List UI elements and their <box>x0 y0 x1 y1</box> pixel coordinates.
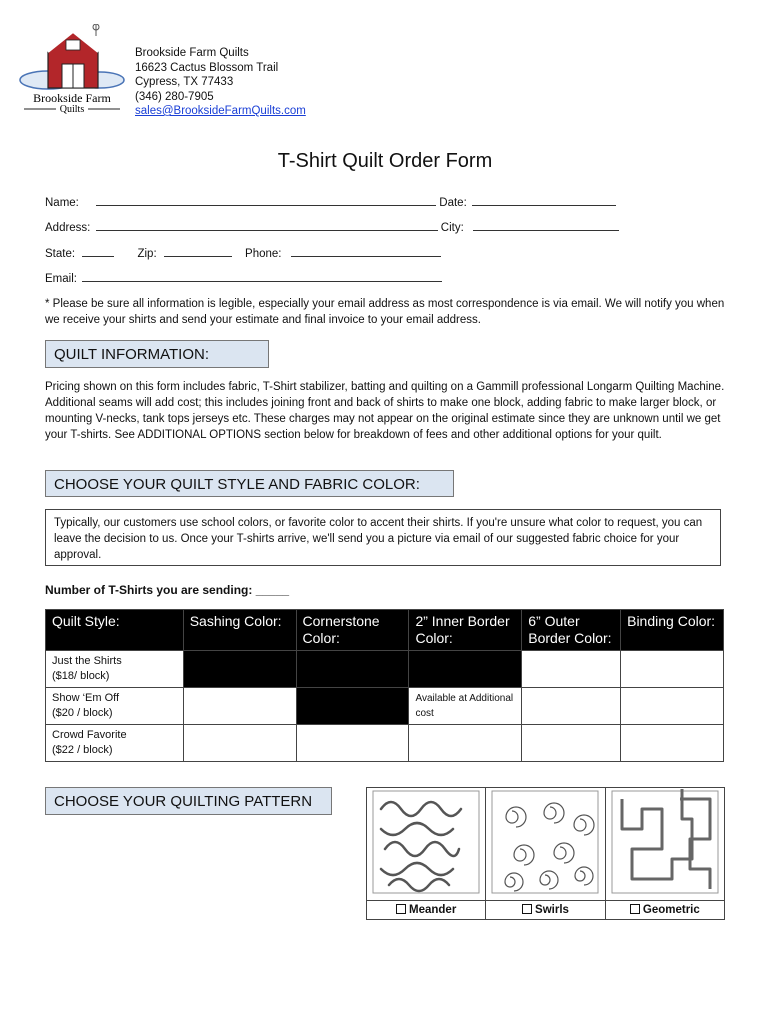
email-label: Email: <box>45 273 77 285</box>
swirls-checkbox[interactable] <box>522 904 532 914</box>
logo-text-bottom: Quilts <box>59 104 85 114</box>
header-quilt-style: Quilt Style: <box>46 610 184 651</box>
style-show-em-off[interactable] <box>46 688 184 725</box>
date-label: Date: <box>439 197 467 209</box>
swirls-pattern-icon <box>490 789 600 895</box>
header-outer-border-color: 6” Outer Border Color: <box>522 610 621 651</box>
table-header-row <box>46 610 724 651</box>
quilt-info-text: Pricing shown on this form includes fabric, T-Shirt stabilizer, batting and quilting on a Gammill professional Longarm Quilting Machine. Additional seams will add cost; this includes joining front and back of shirts to make one block, adding fabric to make larger block, or mounting V-necks, tank tops jerseys etc. These charges may not appear on the original estimate since they are unknown until we get your T-shirts. See ADDITIONAL OPTIONS section below for breakdown of fees and other additional options for your quilt. <box>45 381 725 441</box>
binding-color-cell[interactable] <box>621 688 724 725</box>
quilting-pattern-heading: CHOOSE YOUR QUILTING PATTERN <box>45 787 332 815</box>
tshirt-count-label: Number of T-Shirts you are sending: _____ <box>45 583 290 597</box>
style-name: Crowd Favorite <box>52 729 127 741</box>
unavailable-cell <box>183 651 296 688</box>
fabric-color-info-box: Typically, our customers use school colors, or favorite color to accent their shirts. If you're unsure what color to request, you can leave the decision to us. Once your T-shirts arrive, we'll send you a picture via email of our suggested fabric choice for your approval. <box>45 509 721 566</box>
company-phone: (346) 280-7905 <box>135 90 214 103</box>
style-just-the-shirts[interactable] <box>46 651 184 688</box>
company-contact <box>135 46 306 119</box>
meander-option[interactable] <box>367 901 486 920</box>
name-field[interactable] <box>96 195 436 206</box>
company-street: 16623 Cactus Blossom Trail <box>135 61 279 74</box>
state-zip-phone-row <box>45 246 441 260</box>
form-title: T-Shirt Quilt Order Form <box>277 150 493 172</box>
table-row <box>46 688 724 725</box>
email-row <box>45 271 442 285</box>
outer-border-color-cell[interactable] <box>522 725 621 762</box>
geometric-option[interactable] <box>605 901 724 920</box>
meander-checkbox[interactable] <box>396 904 406 914</box>
geometric-checkbox[interactable] <box>630 904 640 914</box>
header-sashing-color: Sashing Color: <box>183 610 296 651</box>
quilt-style-table <box>45 609 724 762</box>
company-city: Cypress, TX 77433 <box>135 76 234 88</box>
style-crowd-favorite[interactable] <box>46 725 184 762</box>
style-price: ($18/ block) <box>52 670 110 682</box>
name-label: Name: <box>45 197 79 209</box>
date-field[interactable] <box>472 195 616 206</box>
table-row <box>46 651 724 688</box>
inner-border-note-cell[interactable] <box>409 688 522 725</box>
city-label: City: <box>440 222 464 234</box>
meander-pattern-image <box>367 788 486 901</box>
meander-label: Meander <box>409 904 457 916</box>
phone-field[interactable] <box>291 246 441 257</box>
additional-cost-note: Available at Additional cost <box>415 693 514 719</box>
style-price: ($20 / block) <box>52 707 113 719</box>
state-label: State: <box>45 248 76 260</box>
zip-label: Zip: <box>137 248 157 260</box>
name-date-row <box>45 195 616 209</box>
quilt-style-heading: CHOOSE YOUR QUILT STYLE AND FABRIC COLOR: <box>45 470 454 497</box>
address-field[interactable] <box>96 220 438 231</box>
style-price: ($22 / block) <box>52 744 113 756</box>
header-cornerstone-color: Cornerstone Color: <box>296 610 409 651</box>
header-inner-border-color: 2” Inner Border Color: <box>409 610 522 651</box>
table-row <box>46 725 724 762</box>
swirls-label: Swirls <box>535 904 569 916</box>
unavailable-cell <box>409 651 522 688</box>
email-field[interactable] <box>82 271 442 282</box>
outer-border-color-cell[interactable] <box>522 688 621 725</box>
geometric-pattern-icon <box>610 789 720 895</box>
unavailable-cell <box>296 688 409 725</box>
legibility-note: * Please be sure all information is legible, especially your email address as most correspondence is via email. We will notify you when we receive your shirts and send your estimate and final invoice to your email address. <box>45 298 725 326</box>
sashing-color-cell[interactable] <box>183 725 296 762</box>
outer-border-color-cell[interactable] <box>522 651 621 688</box>
quilting-pattern-options <box>366 787 725 919</box>
address-city-row <box>45 220 619 234</box>
logo-text-top: Brookside Farm <box>33 91 111 105</box>
state-field[interactable] <box>82 246 114 257</box>
binding-color-cell[interactable] <box>621 651 724 688</box>
style-name: Show ‘Em Off <box>52 692 120 704</box>
inner-border-color-cell[interactable] <box>409 725 522 762</box>
meander-pattern-icon <box>371 789 481 895</box>
sashing-color-cell[interactable] <box>183 688 296 725</box>
address-label: Address: <box>45 222 91 234</box>
swirls-option[interactable] <box>486 901 605 920</box>
cornerstone-color-cell[interactable] <box>296 725 409 762</box>
quilt-info-heading: QUILT INFORMATION: <box>45 340 269 368</box>
binding-color-cell[interactable] <box>621 725 724 762</box>
city-field[interactable] <box>473 220 619 231</box>
company-email-link[interactable]: sales@BrooksideFarmQuilts.com <box>135 105 306 117</box>
geometric-label: Geometric <box>642 904 700 916</box>
unavailable-cell <box>296 651 409 688</box>
geometric-pattern-image <box>605 788 724 901</box>
phone-label: Phone: <box>245 248 282 260</box>
company-name: Brookside Farm Quilts <box>135 47 249 59</box>
zip-field[interactable] <box>164 246 232 257</box>
company-logo <box>18 24 126 114</box>
swirls-pattern-image <box>486 788 605 901</box>
style-name: Just the Shirts <box>52 655 122 667</box>
header-binding-color: Binding Color: <box>621 610 724 651</box>
